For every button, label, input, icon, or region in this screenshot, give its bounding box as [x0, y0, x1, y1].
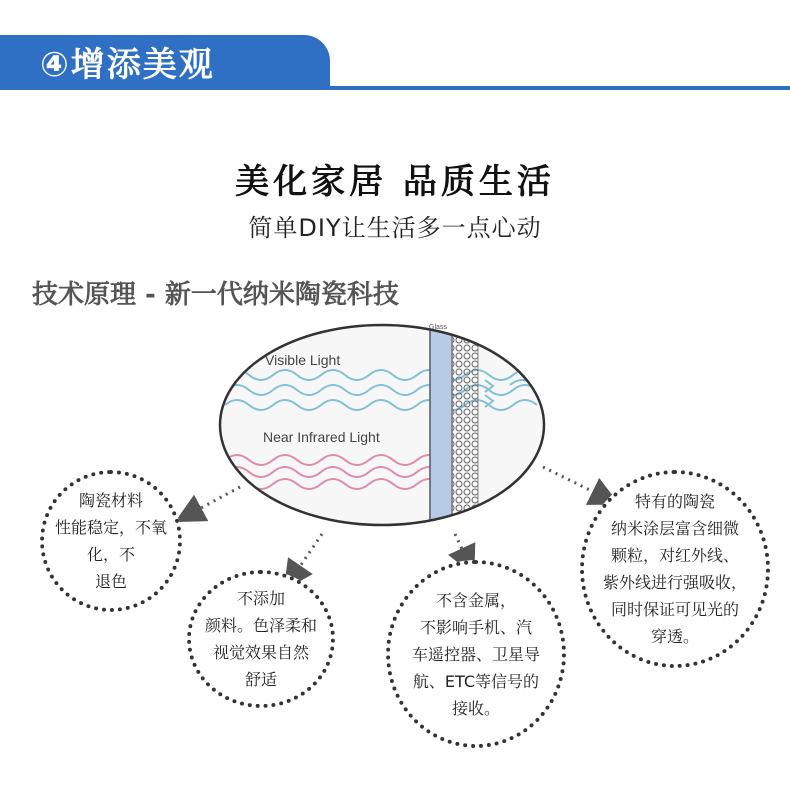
feature-bubble-stable [40, 470, 182, 612]
arrow-to-bubble-2 [292, 534, 322, 578]
feature-text: 不含金属， 不影响手机、汽 车遥控器、卫星导 航、ETC等信号的 接收。 [411, 590, 540, 718]
feature-bubble-nano-coating [580, 470, 770, 668]
feature-text: 特有的陶瓷 纳米涂层富含细微 颗粒，对红外线、 紫外线进行强吸收， 同时保证可见光的 穿透。 [602, 492, 747, 646]
section-title: ④增添美观 [40, 44, 215, 85]
header-tab [0, 35, 330, 87]
infrared-light-label: Near Infrared Light [263, 429, 380, 445]
visible-light-label: Visible Light [265, 352, 341, 368]
feature-bubble-no-metal [386, 560, 566, 748]
feature-text: 陶瓷材料 性能稳定，不氧 化，不 退色 [54, 491, 167, 591]
nano-ceramic-diagram [215, 320, 550, 530]
arrow-to-bubble-4 [543, 467, 606, 498]
glass-pane [430, 320, 452, 530]
header-divider [0, 86, 790, 90]
subheadline: 简单DIY让生活多一点心动 [248, 214, 542, 242]
feature-text: 不添加 颜料。色泽柔和 视觉效果自然 舒适 [204, 589, 317, 689]
glass-label: Glass [429, 324, 447, 331]
arrow-to-bubble-3 [455, 534, 468, 562]
nano-coating-layer [452, 320, 478, 530]
headline: 美化家居 品质生活 [235, 162, 555, 202]
tech-principle-title: 技术原理 - 新一代纳米陶瓷科技 [32, 280, 399, 310]
feature-bubble-no-pigment [187, 570, 335, 708]
